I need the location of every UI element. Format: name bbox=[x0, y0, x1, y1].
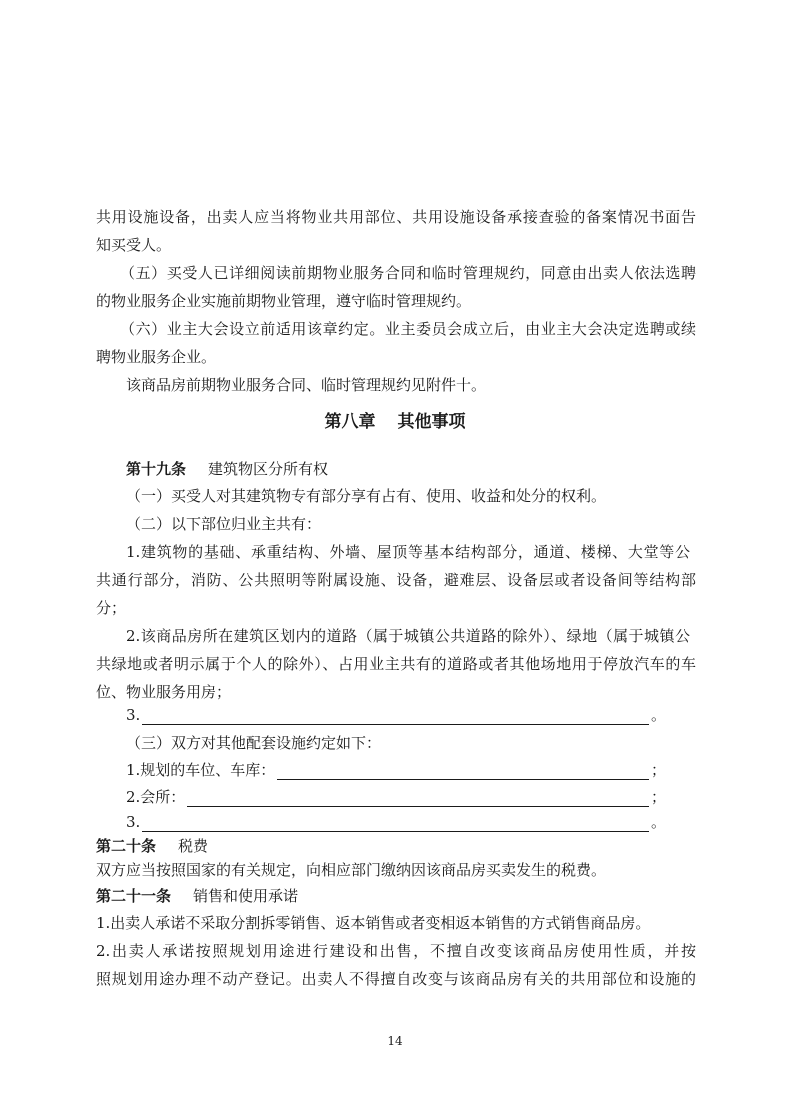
paragraph-line: （三）双方对其他配套设施约定如下： bbox=[126, 734, 382, 752]
fill-in-row bbox=[126, 760, 666, 780]
paragraph-line: （二）以下部位归业主共有： bbox=[126, 515, 322, 533]
article-heading bbox=[96, 836, 696, 856]
blank-field[interactable] bbox=[142, 817, 649, 832]
article-title: 销售和使用承诺 bbox=[193, 887, 299, 905]
paragraph-line: 双方应当按照国家的有关规定，向相应部门缴纳因该商品房买卖发生的税费。 bbox=[96, 861, 607, 879]
page-number: 14 bbox=[387, 1034, 403, 1048]
item-prefix: 3. bbox=[126, 706, 141, 724]
paragraph-line: 共通行部分，消防、公共照明等附属设施、设备，避难层、设备层或者设备间等结构部 bbox=[96, 571, 696, 589]
paragraph-line: （六）业主大会设立前适用该章约定。业主委员会成立后，由业主大会决定选聘或续 bbox=[120, 320, 696, 338]
item-suffix: 。 bbox=[650, 813, 666, 831]
item-suffix: ； bbox=[650, 788, 666, 806]
fill-in-row bbox=[126, 812, 666, 832]
paragraph-line: 2.出卖人承诺按照规划用途进行建设和出售，不擅自改变该商品房使用性质，并按 bbox=[96, 942, 696, 960]
article-title: 建筑物区分所有权 bbox=[208, 460, 329, 478]
paragraph-line: 知买受人。 bbox=[96, 236, 172, 254]
paragraph-line: 的物业服务企业实施前期物业管理，遵守临时管理规约。 bbox=[96, 292, 472, 310]
blank-field[interactable] bbox=[142, 710, 649, 725]
chapter-title: 其他事项 bbox=[397, 412, 466, 432]
paragraph-line: 位、物业服务用房； bbox=[96, 683, 232, 701]
item-suffix: ； bbox=[650, 761, 666, 779]
article-heading bbox=[96, 886, 696, 906]
paragraph-line: 该商品房前期物业服务合同、临时管理规约见附件十。 bbox=[126, 376, 487, 394]
chapter-number: 第八章 bbox=[324, 412, 376, 432]
paragraph-line: 共用设施设备，出卖人应当将物业共用部位、共用设施设备承接查验的备案情况书面告 bbox=[96, 208, 696, 226]
paragraph-line: （一）买受人对其建筑物专有部分享有占有、使用、收益和处分的权利。 bbox=[126, 487, 607, 505]
chapter-heading bbox=[0, 410, 790, 434]
paragraph-line: 聘物业服务企业。 bbox=[96, 348, 217, 366]
paragraph-line: （五）买受人已详细阅读前期物业服务合同和临时管理规约，同意由出卖人依法选聘 bbox=[120, 264, 696, 282]
article-number: 第二十条 bbox=[96, 837, 157, 855]
clubhouse-blank-field[interactable] bbox=[187, 792, 649, 807]
article-number: 第十九条 bbox=[126, 460, 187, 478]
item-prefix: 1.规划的车位、车库： bbox=[126, 761, 276, 779]
article-heading bbox=[126, 459, 696, 479]
fill-in-row bbox=[126, 787, 666, 807]
paragraph-line: 分； bbox=[96, 599, 127, 617]
item-prefix: 2.会所： bbox=[126, 788, 186, 806]
paragraph-line: 1.建筑物的基础、承重结构、外墙、屋顶等基本结构部分，通道、楼梯、大堂等公 bbox=[126, 543, 690, 561]
article-number: 第二十一条 bbox=[96, 887, 172, 905]
item-suffix: 。 bbox=[650, 706, 666, 724]
article-title: 税费 bbox=[178, 837, 209, 855]
paragraph-line: 1.出卖人承诺不采取分割拆零销售、返本销售或者变相返本销售的方式销售商品房。 bbox=[96, 914, 651, 932]
item-prefix: 3. bbox=[126, 813, 141, 831]
paragraph-line: 共绿地或者明示属于个人的除外）、占用业主共有的道路或者其他场地用于停放汽车的车 bbox=[96, 655, 696, 673]
paragraph-line: 2.该商品房所在建筑区划内的道路（属于城镇公共道路的除外）、绿地（属于城镇公 bbox=[126, 627, 690, 645]
paragraph-line: 照规划用途办理不动产登记。出卖人不得擅自改变与该商品房有关的共用部位和设施的 bbox=[96, 970, 696, 988]
parking-blank-field[interactable] bbox=[277, 765, 649, 780]
fill-in-row bbox=[126, 705, 666, 725]
